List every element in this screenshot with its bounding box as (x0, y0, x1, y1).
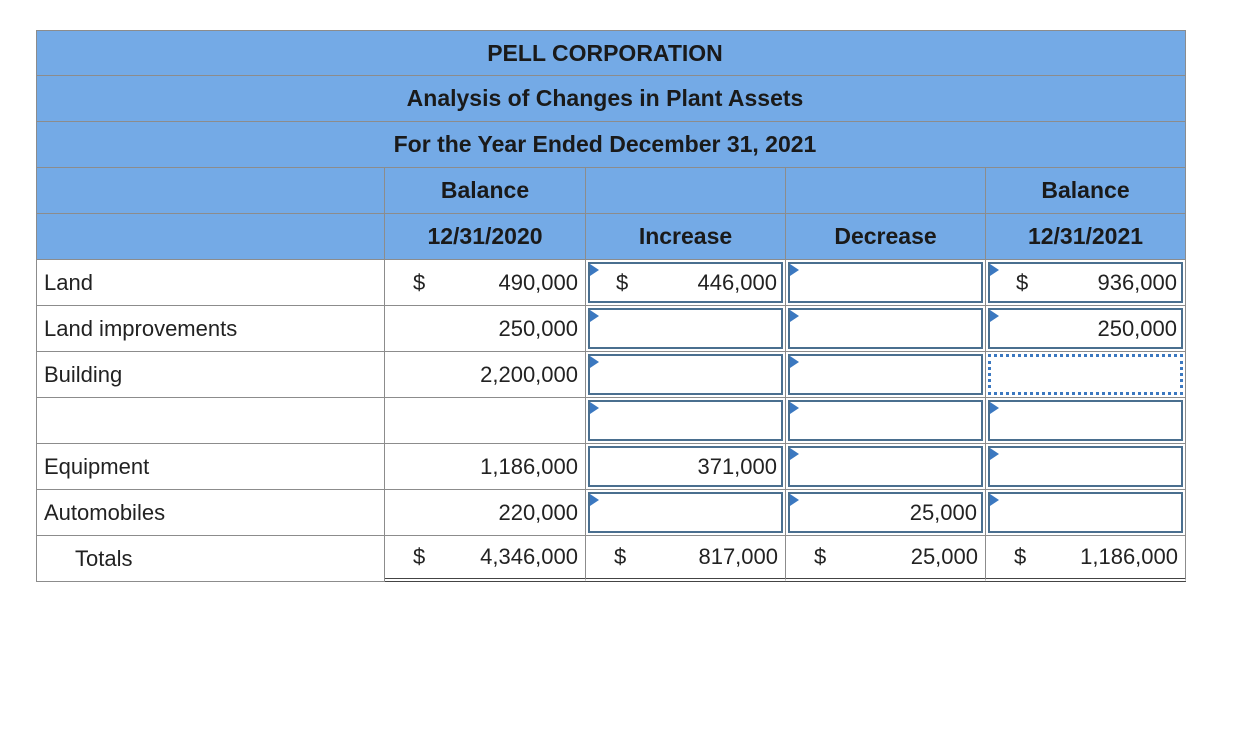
dropdown-flag-icon (990, 310, 999, 322)
start-balance-value: 490,000 (498, 269, 578, 295)
dropdown-flag-icon (790, 310, 799, 322)
balance-end-header-2: 12/31/2021 (986, 214, 1186, 260)
dollar-sign: $ (1014, 544, 1027, 569)
decrease-cell (786, 306, 986, 352)
row-label: Land (36, 260, 385, 306)
end-balance-cell (986, 260, 1186, 306)
increase-cell (586, 306, 786, 352)
increase-cell (586, 398, 786, 444)
dollar-sign: $ (1016, 269, 1029, 295)
decrease-input[interactable] (788, 492, 983, 533)
totals-label: Totals (36, 536, 385, 582)
report-period-row (36, 122, 1186, 168)
balance-start-header-2: 12/31/2020 (385, 214, 586, 260)
balance-end-header-1: Balance (986, 168, 1186, 214)
decrease-cell (786, 398, 986, 444)
start-balance-value: 1,186,000 (480, 453, 578, 479)
total-start-value: 4,346,000 (480, 544, 578, 569)
end-balance-cell (986, 398, 1186, 444)
decrease-header: Decrease (786, 214, 986, 260)
decrease-cell (786, 260, 986, 306)
total-decrease-value: 25,000 (910, 544, 978, 569)
dropdown-flag-icon (790, 356, 799, 368)
dropdown-flag-icon (790, 494, 799, 506)
increase-value: 446,000 (697, 269, 777, 295)
total-increase-cell (586, 536, 786, 582)
dropdown-flag-icon (990, 448, 999, 460)
decrease-input[interactable] (788, 262, 983, 303)
increase-cell (586, 490, 786, 536)
end-balance-value: 250,000 (1097, 315, 1177, 341)
header-blank-cell (36, 214, 385, 260)
total-increase-value: 817,000 (698, 544, 778, 569)
decrease-cell (786, 352, 986, 398)
dropdown-flag-icon (990, 402, 999, 414)
table-row-building (36, 352, 1186, 398)
dropdown-flag-icon (990, 494, 999, 506)
start-balance-cell (385, 444, 586, 490)
dropdown-flag-icon (590, 310, 599, 322)
end-balance-cell (986, 352, 1186, 398)
total-decrease-cell (786, 536, 986, 582)
increase-input[interactable] (588, 446, 783, 487)
dollar-sign: $ (814, 544, 827, 569)
decrease-header-blank (786, 168, 986, 214)
decrease-input[interactable] (788, 354, 983, 395)
dropdown-flag-icon (790, 402, 799, 414)
row-label: Automobiles (36, 490, 385, 536)
start-balance-value: 250,000 (498, 315, 578, 341)
end-balance-cell (986, 306, 1186, 352)
increase-input[interactable] (588, 308, 783, 349)
end-balance-input-focused[interactable] (988, 354, 1183, 395)
decrease-cell (786, 444, 986, 490)
row-label: Equipment (36, 444, 385, 490)
start-balance-cell (385, 490, 586, 536)
column-header-row-2 (36, 214, 1186, 260)
company-name: PELL CORPORATION (487, 39, 723, 66)
dollar-sign: $ (616, 269, 629, 295)
increase-header: Increase (586, 214, 786, 260)
end-balance-input[interactable] (988, 262, 1183, 303)
table-row-equipment (36, 444, 1186, 490)
start-balance-cell (385, 306, 586, 352)
start-balance-value: 220,000 (498, 499, 578, 525)
increase-input[interactable] (588, 262, 783, 303)
total-start-cell (385, 536, 586, 582)
row-label: Building (36, 352, 385, 398)
start-balance-cell (385, 352, 586, 398)
dollar-sign: $ (614, 544, 627, 569)
start-balance-cell[interactable] (385, 398, 586, 444)
end-balance-input[interactable] (988, 446, 1183, 487)
increase-input[interactable] (588, 354, 783, 395)
end-balance-cell (986, 490, 1186, 536)
column-header-row-1 (36, 168, 1186, 214)
row-label: Land improvements (36, 306, 385, 352)
dollar-sign: $ (413, 269, 426, 295)
end-balance-value: 936,000 (1097, 269, 1177, 295)
table-row-land-improvements (36, 306, 1186, 352)
end-balance-input[interactable] (988, 308, 1183, 349)
company-name-row (36, 30, 1186, 76)
dropdown-flag-icon (990, 264, 999, 276)
decrease-value: 25,000 (909, 499, 977, 525)
dropdown-flag-icon (590, 264, 599, 276)
increase-input[interactable] (588, 400, 783, 441)
dropdown-flag-icon (590, 356, 599, 368)
decrease-input[interactable] (788, 400, 983, 441)
dropdown-flag-icon (790, 264, 799, 276)
table-row-blank (36, 398, 1186, 444)
dropdown-flag-icon (590, 494, 599, 506)
dollar-sign: $ (413, 544, 426, 569)
report-period: For the Year Ended December 31, 2021 (393, 131, 817, 157)
decrease-input[interactable] (788, 308, 983, 349)
increase-header-blank (586, 168, 786, 214)
end-balance-input[interactable] (988, 400, 1183, 441)
table-row-totals (36, 536, 1186, 582)
total-end-cell (986, 536, 1186, 582)
table-row-land (36, 260, 1186, 306)
increase-input[interactable] (588, 492, 783, 533)
report-title-row (36, 76, 1186, 122)
increase-cell (586, 260, 786, 306)
increase-value: 371,000 (697, 453, 777, 479)
header-blank-cell (36, 168, 385, 214)
end-balance-input[interactable] (988, 492, 1183, 533)
increase-cell (586, 352, 786, 398)
start-balance-value: 2,200,000 (480, 361, 578, 387)
dropdown-flag-icon (590, 402, 599, 414)
row-label-input[interactable] (36, 398, 385, 444)
decrease-cell (786, 490, 986, 536)
end-balance-cell (986, 444, 1186, 490)
start-balance-cell (385, 260, 586, 306)
dropdown-flag-icon (790, 448, 799, 460)
increase-cell (586, 444, 786, 490)
plant-assets-worksheet (36, 30, 1186, 582)
total-end-value: 1,186,000 (1080, 544, 1178, 569)
balance-start-header-1: Balance (385, 168, 586, 214)
table-row-automobiles (36, 490, 1186, 536)
report-title: Analysis of Changes in Plant Assets (406, 85, 804, 111)
decrease-input[interactable] (788, 446, 983, 487)
